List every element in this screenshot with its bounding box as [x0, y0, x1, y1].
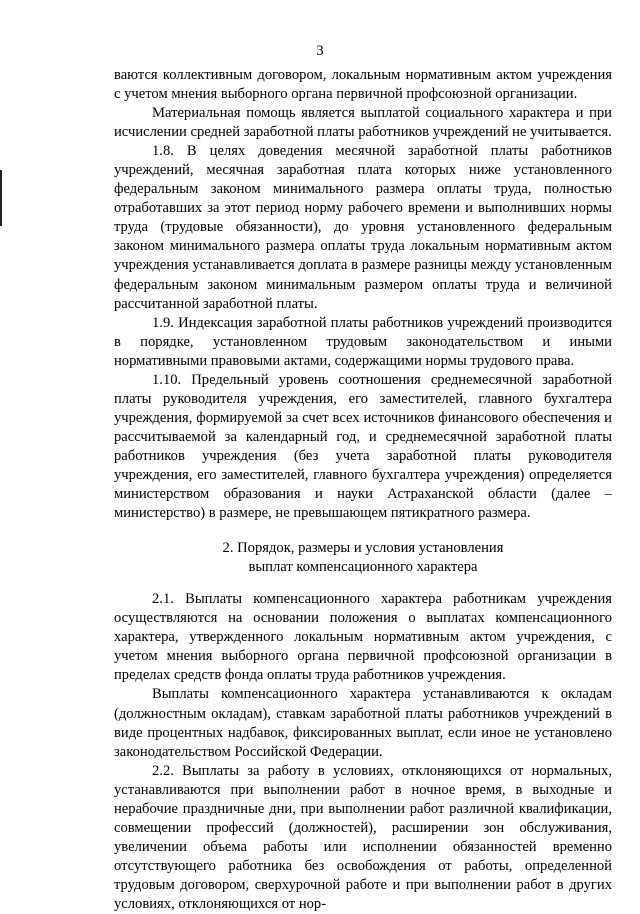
- section-heading-line-1: 2. Порядок, размеры и условия установления: [222, 540, 504, 557]
- paragraph-2-1: 2.1. Выплаты компенсационного характера работникам учреждения осуществляются на основании положения о выплатах компенсационного характера, утвержденного локальным нормативным актом учреждения, с учетом мнения выборного органа первичной профсоюзной организации в пределах средств фонда оплаты труда работников учреждения.: [114, 591, 612, 684]
- paragraph-1-10: 1.10. Предельный уровень соотношения среднемесячной заработной платы руководителя учреждения, его заместителей, главного бухгалтера учреждения, формируемой за счет всех источников финансового обеспечения и рассчитываемой за календарный год, и среднемесячной заработной платы работников учреждения (без учета заработной платы руководителя учреждения, его заместителей, главного бухгалтера учреждения) определяется министерством образования и науки Астраханской области (далее – министерство) в размере, не превышающем пятикратного размера.: [114, 371, 612, 522]
- paragraph-1-8: 1.8. В целях доведения месячной заработной платы работников учреждений, месячная заработная плата которых ниже установленного федеральным законом минимального размера оплаты труда, полностью отработавших за этот период норму рабочего времени и выполнивших нормы труда (трудовые обязанности), до уровня установленного федеральным законом минимального размера оплаты труда локальным нормативным актом учреждения устанавливается доплата в размере разницы между установленным федеральным законом минимальным размером оплаты труда и величиной рассчитанной заработной платы.: [114, 143, 612, 312]
- paragraph-2-2: 2.2. Выплаты за работу в условиях, отклоняющихся от нормальных, устанавливаются при выполнении работ в ночное время, в выходные и нерабочие праздничные дни, при выполнении работ различной квалификации, совмещении профессий (должностей), расширении зон обслуживания, увеличении объема работы или исполнении обязанностей временно отсутствующего работника без освобождения от работы, определенной трудовым договором, сверхурочной работе и при выполнении работ в других условиях, отклоняющихся от нор-: [114, 762, 612, 912]
- document-body: [114, 66, 612, 914]
- paragraph-continuation: ваются коллективным договором, локальным нормативным актом учреждения с учетом мнения выборного органа первичной профсоюзной организации.: [114, 67, 612, 103]
- paragraph-material-aid: Материальная помощь является выплатой социального характера и при исчислении средней заработной платы работников учреждений не учитывается.: [114, 105, 612, 141]
- scan-edge-mark: [0, 170, 2, 226]
- paragraph-1-9: 1.9. Индексация заработной платы работников учреждений производится в порядке, установленном трудовым законодательством и иными нормативными правовыми актами, содержащими нормы трудового права.: [114, 314, 612, 369]
- page-number: 3: [316, 43, 324, 59]
- paragraph-compensation-payments: Выплаты компенсационного характера устанавливаются к окладам (должностным окладам), ставкам заработной платы работников учреждений в виде процентных надбавок, фиксированных выплат, если иное не установлено законодательством Российской Федерации.: [114, 686, 612, 760]
- section-heading-line-2: выплат компенсационного характера: [248, 559, 478, 576]
